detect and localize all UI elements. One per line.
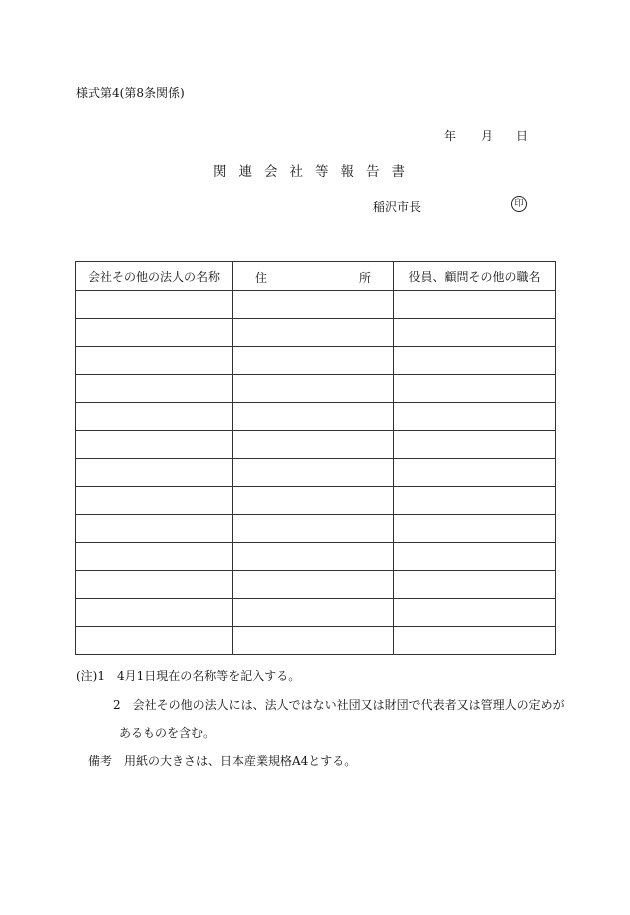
table-cell[interactable] — [76, 459, 233, 487]
note-2-line-1: 2 会社その他の法人には、法人ではない社団又は財団で代表者又は管理人の定めが — [113, 698, 565, 712]
table-cell[interactable] — [232, 403, 393, 431]
table-row — [76, 403, 556, 431]
remarks: 備考 用紙の大きさは、日本産業規格A4とする。 — [88, 754, 357, 768]
seal-icon: 印 — [511, 196, 527, 212]
addressee: 稲沢市長 — [373, 200, 422, 214]
report-table — [75, 261, 556, 655]
note-2-line-2: あるものを含む。 — [119, 726, 216, 740]
table-cell[interactable] — [76, 627, 233, 655]
document-title: 関連会社等報告書 — [213, 164, 417, 180]
table-cell[interactable] — [232, 291, 393, 319]
note-1: (注)1 4月1日現在の名称等を記入する。 — [76, 669, 301, 683]
header-position: 役員、顧問その他の職名 — [393, 262, 555, 291]
table-cell[interactable] — [393, 599, 555, 627]
table-cell[interactable] — [393, 627, 555, 655]
table-cell[interactable] — [76, 515, 233, 543]
date-year-label: 年 — [444, 129, 457, 143]
table-row — [76, 515, 556, 543]
table-cell[interactable] — [232, 375, 393, 403]
table-cell[interactable] — [76, 347, 233, 375]
table-cell[interactable] — [232, 431, 393, 459]
table-row — [76, 319, 556, 347]
table-row — [76, 347, 556, 375]
table-cell[interactable] — [76, 291, 233, 319]
table-cell[interactable] — [393, 459, 555, 487]
table-row — [76, 599, 556, 627]
table-cell[interactable] — [393, 403, 555, 431]
date-month-label: 月 — [481, 129, 494, 143]
table-cell[interactable] — [393, 515, 555, 543]
table-cell[interactable] — [232, 571, 393, 599]
table-cell[interactable] — [76, 431, 233, 459]
table-cell[interactable] — [232, 347, 393, 375]
table-row — [76, 375, 556, 403]
header-address-part2: 所 — [358, 271, 371, 285]
table-cell[interactable] — [76, 599, 233, 627]
form-number: 様式第4(第8条関係) — [76, 86, 185, 100]
table-row — [76, 627, 556, 655]
header-company-name: 会社その他の法人の名称 — [76, 262, 233, 291]
table-cell[interactable] — [393, 431, 555, 459]
table-cell[interactable] — [232, 599, 393, 627]
table-body — [76, 291, 556, 655]
table-row — [76, 431, 556, 459]
table-cell[interactable] — [393, 319, 555, 347]
table-cell[interactable] — [232, 487, 393, 515]
table-cell[interactable] — [76, 375, 233, 403]
table-cell[interactable] — [232, 515, 393, 543]
header-address-part1: 住 — [254, 271, 267, 285]
table-cell[interactable] — [393, 487, 555, 515]
table-row — [76, 571, 556, 599]
table-row — [76, 543, 556, 571]
table-cell[interactable] — [232, 627, 393, 655]
table-cell[interactable] — [76, 319, 233, 347]
header-address — [232, 262, 393, 291]
table-cell[interactable] — [232, 319, 393, 347]
table-cell[interactable] — [393, 543, 555, 571]
table-cell[interactable] — [393, 375, 555, 403]
table-row — [76, 459, 556, 487]
table-cell[interactable] — [393, 347, 555, 375]
table-header-row — [76, 262, 556, 291]
table-cell[interactable] — [76, 487, 233, 515]
table-cell[interactable] — [232, 543, 393, 571]
table-cell[interactable] — [393, 291, 555, 319]
date-day-label: 日 — [516, 129, 529, 143]
table-cell[interactable] — [232, 459, 393, 487]
table-row — [76, 291, 556, 319]
table-cell[interactable] — [76, 543, 233, 571]
table-row — [76, 487, 556, 515]
table-cell[interactable] — [76, 571, 233, 599]
table-cell[interactable] — [76, 403, 233, 431]
table-cell[interactable] — [393, 571, 555, 599]
